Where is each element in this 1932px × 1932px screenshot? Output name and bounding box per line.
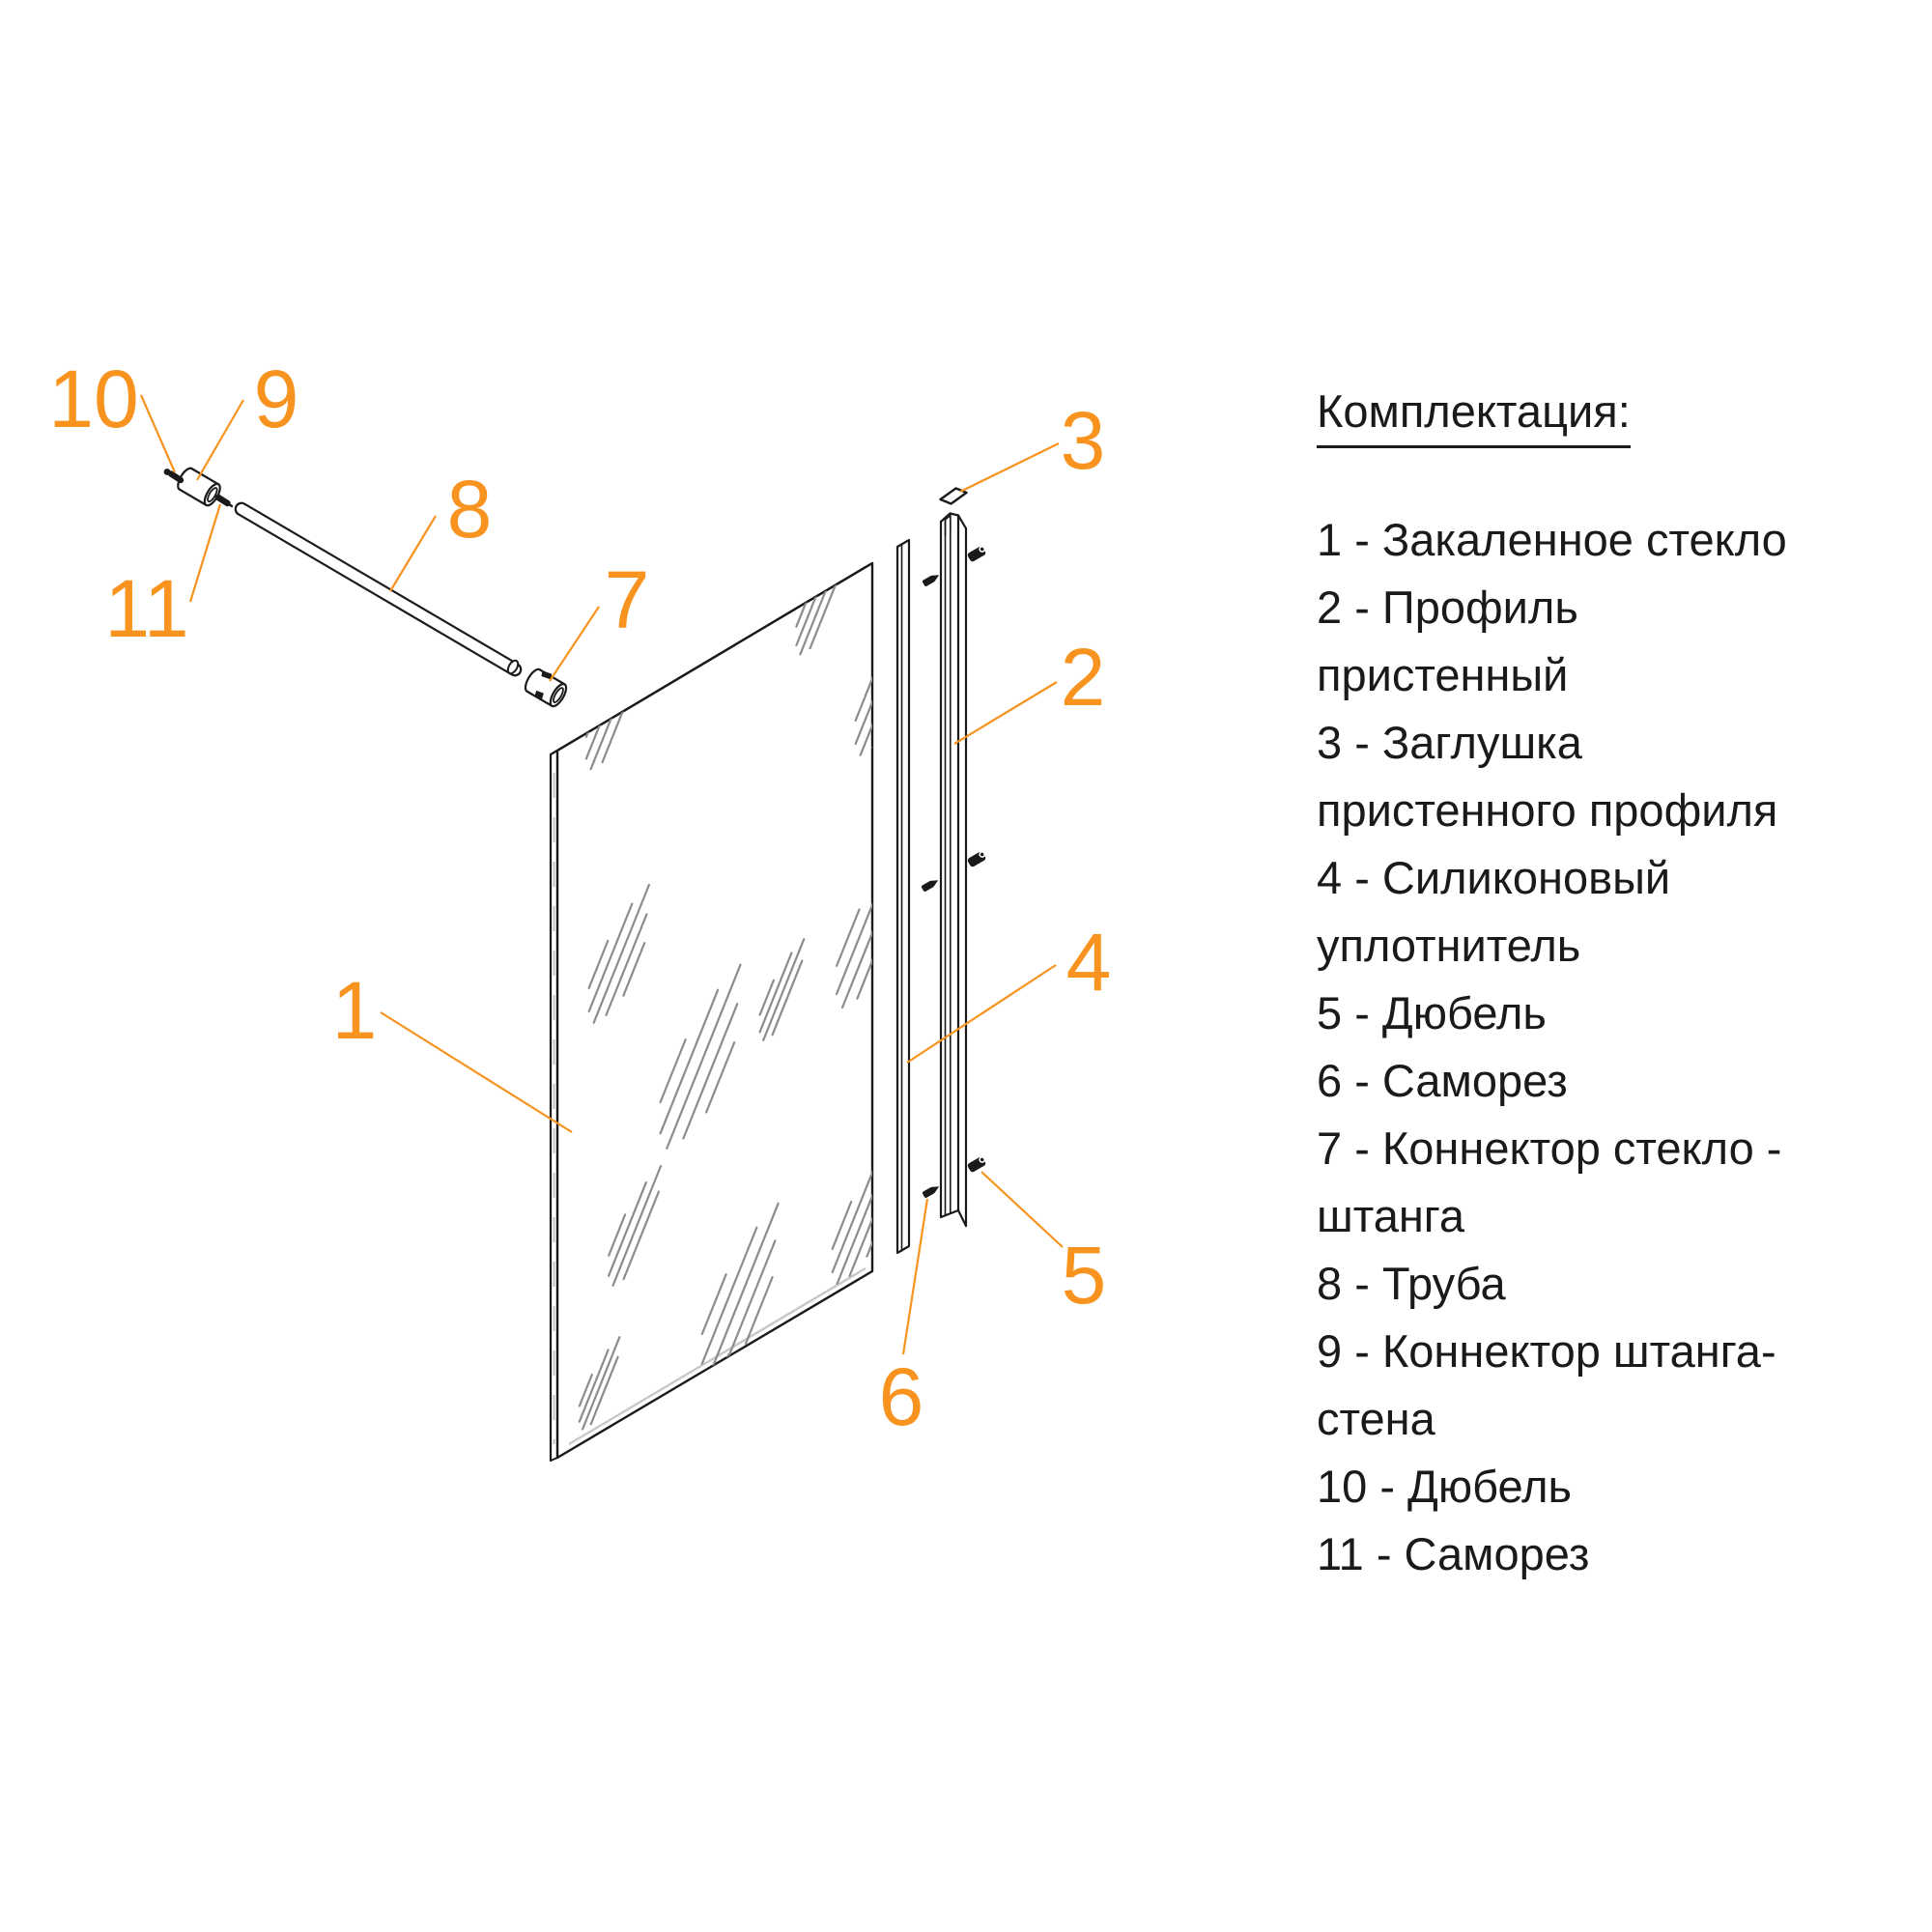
rod-wall-connector: [175, 466, 223, 507]
dowel-10: [164, 469, 181, 480]
wall-dowel: [967, 545, 988, 562]
leader-8: [390, 516, 436, 591]
leader-5: [981, 1172, 1063, 1247]
legend-line: пристенного профиля: [1317, 784, 1778, 836]
legend-line: 1 - Закаленное стекло: [1317, 514, 1787, 565]
leader-10: [141, 395, 175, 472]
hatch-line: [801, 1343, 833, 1422]
callout-11: 11: [104, 563, 189, 654]
legend-items: [1317, 506, 1787, 1588]
leader-11: [190, 504, 220, 602]
hatch-line: [685, 1396, 698, 1431]
leader-2: [954, 682, 1057, 744]
legend-line: уплотнитель: [1317, 920, 1581, 971]
legend-line: 2 - Профиль: [1317, 582, 1578, 633]
legend-title: Комплектация:: [1317, 384, 1631, 448]
callout-4: 4: [1065, 917, 1112, 1008]
legend-line: 11 - Саморез: [1317, 1528, 1590, 1579]
wall-screw: [922, 572, 941, 586]
hatch-line: [708, 540, 749, 640]
callout-7: 7: [604, 554, 650, 645]
hatch-line: [849, 1314, 875, 1378]
legend-line: 8 - Труба: [1317, 1258, 1506, 1309]
legend: [1317, 384, 1631, 448]
callout-3: 3: [1060, 395, 1106, 486]
hatch-line: [804, 1328, 844, 1430]
callout-8: 8: [446, 464, 493, 554]
legend-line: 7 - Коннектор стекло -: [1317, 1122, 1782, 1174]
wall-screw: [922, 1183, 941, 1198]
wall-screw: [921, 877, 940, 892]
wall-dowel: [967, 1155, 988, 1173]
hatch-line: [708, 575, 725, 619]
legend-line: стена: [1317, 1393, 1435, 1444]
glass-rod-connector: [522, 665, 570, 709]
legend-line: 10 - Дюбель: [1317, 1461, 1573, 1512]
legend-line: 5 - Дюбель: [1317, 987, 1547, 1038]
legend-line: 9 - Коннектор штанга-: [1317, 1325, 1776, 1377]
leader-7: [550, 607, 599, 681]
hatch-line: [740, 577, 759, 626]
legend-line: 4 - Силиконовый: [1317, 852, 1671, 903]
leader-9: [197, 400, 243, 480]
callout-5: 5: [1061, 1230, 1107, 1321]
glass-panel: [551, 523, 916, 1461]
callout-2: 2: [1060, 632, 1106, 723]
hatch-line: [697, 1377, 727, 1451]
hatch-line: [801, 1370, 814, 1405]
callout-10: 10: [48, 354, 139, 444]
legend-line: штанга: [1317, 1190, 1465, 1241]
leader-4: [907, 965, 1056, 1063]
silicone-seal: [897, 540, 909, 1253]
leader-1: [381, 1012, 572, 1132]
wall-profile: [941, 514, 966, 1227]
leader-3: [960, 443, 1059, 492]
wall-dowel: [967, 850, 988, 867]
glass-face: [557, 563, 872, 1458]
legend-line: 3 - Заглушка: [1317, 717, 1582, 768]
callout-9: 9: [253, 354, 299, 444]
callout-1: 1: [331, 965, 378, 1056]
hatch-line: [813, 1350, 843, 1425]
hatch-line: [724, 551, 762, 645]
callout-6: 6: [878, 1351, 924, 1442]
hatch-line: [849, 1336, 861, 1364]
legend-line: пристенный: [1317, 649, 1569, 700]
legend-line: 6 - Саморез: [1317, 1055, 1568, 1106]
